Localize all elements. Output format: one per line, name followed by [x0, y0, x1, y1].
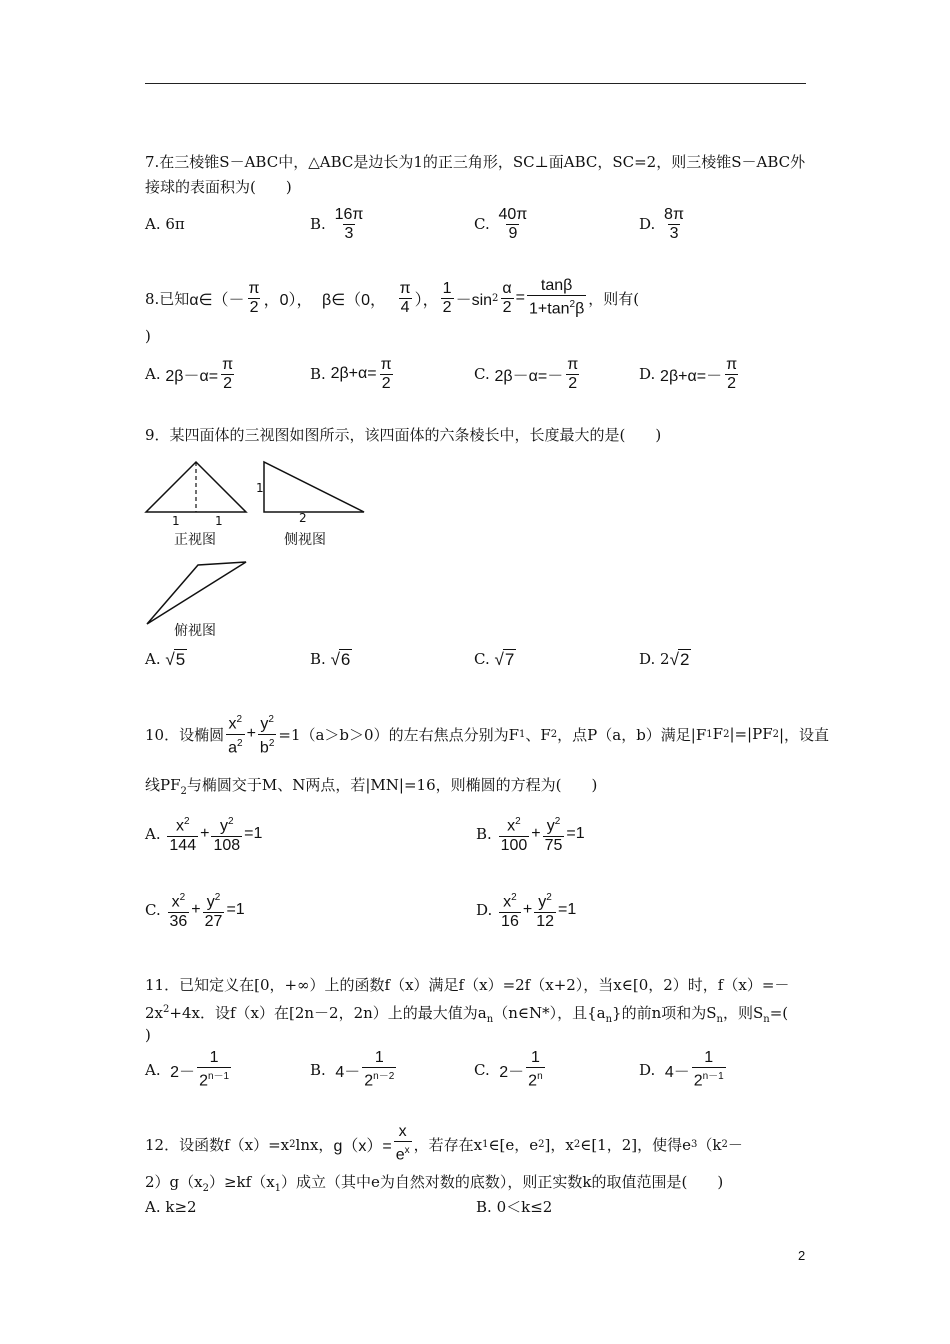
option-value: 6π	[165, 215, 185, 233]
side-label-base: 2	[299, 511, 307, 525]
sqrt: √ 2	[669, 649, 690, 669]
fraction: $\frac{x}{e^x}$	[395, 1123, 410, 1164]
q12-line2: $2)g(x_2)\ge kf(x_1)$成立（其中e为自然对数的底数），则正实数k的取值范围是( )	[145, 1173, 724, 1194]
fraction: $\frac{\pi}{2}$	[248, 279, 260, 316]
fraction: $\frac{1}{2^{n-1}}$	[693, 1049, 724, 1090]
fraction: $\frac{8\pi}{3}$	[664, 205, 684, 242]
q11-line2: $2x^2+4x$．设f（x）在[2n－2，2n）上的最大值为$a_n(n\in N*)$，且$\{a_n\}$的前n项和为$S_n$，则$S_n=$(	[145, 1004, 789, 1025]
fraction: $\frac{x^2}{16}$	[501, 892, 519, 930]
option-label: C.	[474, 215, 490, 233]
q10-option-d: D. $\frac{x^2}{16}$ + $\frac{y^2}{12}$ =1	[476, 890, 576, 930]
q11-option-d: D. 4－ $\frac{1}{2^{n-1}}$	[639, 1049, 724, 1090]
top-view-triangle	[147, 562, 246, 624]
sqrt: √ 6	[330, 649, 351, 669]
fraction: $\frac{x^2}{100}$	[500, 816, 528, 854]
fraction: $\frac{40\pi}{9}$	[498, 205, 528, 242]
q8-option-a: A. 2β－α= $\frac{\pi}{2}$	[145, 355, 234, 392]
q8-option-b: B. 2β+α= $\frac{\pi}{2}$	[310, 355, 392, 392]
q10-option-a: A. $\frac{x^2}{144}$ + $\frac{y^2}{108}$ =1	[145, 814, 262, 854]
q8-option-c: C. 2β－α=－ $\frac{\pi}{2}$	[474, 355, 579, 392]
q11-option-c: C. 2－ $\frac{1}{2^n}$	[474, 1049, 543, 1090]
q9-option-b: B. √ 6	[310, 649, 351, 669]
q12-line1: 12．设函数f（x）=x 2 lnx， g（x）= $\frac{x}{e^x}$ ，若存在x 1 ∈[e，e 2 ]，x 2 ∈[1，2]，使得e 3 （k 2 －	[145, 1123, 743, 1164]
fraction: $\frac{\pi}{2}$	[222, 355, 234, 392]
fraction: $\frac{y^2}{12}$	[536, 892, 554, 930]
fraction: $\frac{1}{2^{n-1}}$	[199, 1049, 230, 1090]
fraction: $\frac{y^2}{b^2}$	[259, 714, 275, 756]
q10-line1: 10．设椭圆 $\frac{x^2}{a^2}$ + $\frac{y^2}{b^2}$ =1（a＞b＞0）的左右焦点分别为F 1 、F 2 ，点P（a，b）满足|F 1 F 2 |=|PF 2 |，设直	[145, 714, 829, 754]
fraction: $\frac{x^2}{36}$	[169, 892, 188, 930]
fraction: $\frac{\pi}{2}$	[567, 355, 579, 392]
option-label: A.	[145, 215, 161, 233]
q11-option-a: A. 2－ $\frac{1}{2^{n-1}}$	[145, 1049, 230, 1090]
option-label: B.	[310, 215, 326, 233]
q11-line3: )	[145, 1026, 151, 1044]
fraction: $\frac{x^2}{a^2}$	[228, 714, 243, 756]
fraction: $\frac{\tan\beta}{1+\tan^2\beta}$	[529, 277, 585, 318]
sqrt: √ 7	[494, 649, 515, 669]
page-number: 2	[798, 1248, 806, 1263]
fraction: $\frac{1}{2}$	[442, 279, 452, 316]
q9-option-d: D. 2 √ 2	[639, 649, 690, 669]
fraction: $\frac{y^2}{75}$	[544, 816, 563, 854]
front-label-left: 1	[172, 514, 180, 528]
q11-option-b: B. 4－ $\frac{1}{2^{n-2}}$	[310, 1049, 395, 1090]
fraction: $\frac{1}{2^n}$	[528, 1049, 543, 1090]
q9-text: 9．某四面体的三视图如图所示，该四面体的六条棱长中，长度最大的是( )	[145, 426, 662, 444]
q12-option-b: B. 0＜k≤2	[476, 1198, 553, 1216]
q8-line1: 8.已知 α∈（－ $\frac{\pi}{2}$ ，0）， β∈（0， $\frac{\pi}{4}$ ）， $\frac{1}{2}$ －sin 2 $\frac{\alpha}{2}$ = $\frac{\tan\beta}{1+\tan^2\beta}$ ，则有(	[145, 277, 640, 318]
front-view-caption: 正视图	[174, 532, 216, 548]
fraction: $\frac{1}{2^{n-2}}$	[364, 1049, 395, 1090]
fraction: $\frac{\pi}{2}$	[380, 355, 392, 392]
q7-line1: 7.在三棱锥S－ABC中，△ABC是边长为1的正三角形，SC⊥面ABC，SC=2，则三棱锥S－ABC外	[145, 153, 806, 171]
q10-line2: 线$PF_2$与椭圆交于M、N两点，若|MN|=16，则椭圆的方程为( )	[145, 776, 598, 797]
q10-option-c: C. $\frac{x^2}{36}$ + $\frac{y^2}{27}$ =1	[145, 890, 245, 930]
front-label-right: 1	[215, 514, 223, 528]
q8-option-d: D. 2β+α=－ $\frac{\pi}{2}$	[639, 355, 738, 392]
fraction: $\frac{\pi}{2}$	[726, 355, 738, 392]
q9-option-a: A. √ 5	[145, 649, 186, 669]
fraction: $\frac{y^2}{27}$	[204, 892, 223, 930]
side-label-height: 1	[256, 481, 264, 495]
sqrt: √ 5	[165, 649, 186, 669]
fraction: $\frac{\pi}{4}$	[399, 279, 411, 316]
q11-line1: 11．已知定义在[0，+∞）上的函数f（x）满足f（x）=2f（x+2），当x∈[0，2）时，f（x）=－	[145, 976, 790, 994]
top-view-caption: 俯视图	[174, 623, 216, 639]
q9-option-c: C. √ 7	[474, 649, 515, 669]
fraction: $\frac{\alpha}{2}$	[502, 279, 512, 316]
fraction: $\frac{16\pi}{3}$	[334, 205, 364, 242]
option-label: D.	[639, 215, 656, 233]
side-view-triangle	[264, 462, 364, 512]
q10-option-b: B. $\frac{x^2}{100}$ + $\frac{y^2}{75}$ =1	[476, 814, 585, 854]
fraction: $\frac{x^2}{144}$	[169, 816, 197, 854]
fraction: $\frac{y^2}{108}$	[213, 816, 241, 854]
q8-line2: )	[145, 327, 151, 345]
q12-option-a: A. k≥2	[145, 1198, 197, 1216]
side-view-caption: 侧视图	[284, 532, 326, 548]
q7-line2: 接球的表面积为( )	[145, 178, 292, 196]
